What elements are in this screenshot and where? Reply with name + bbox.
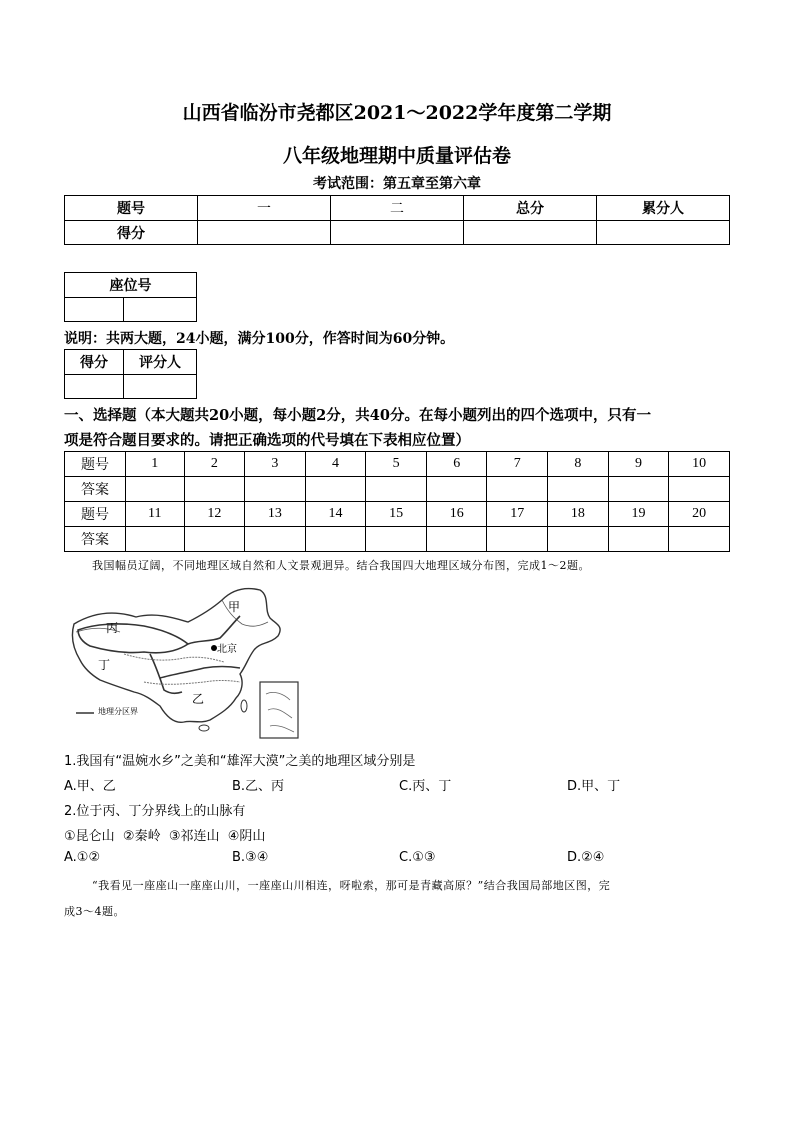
seat-cell-1[interactable] [65, 298, 124, 322]
intro-q3-4-line1: “我看见一座座山一座座山川，一座座山川相连，呀啦索，那可是青藏高原？”结合我国局部地区图，完 [92, 879, 611, 892]
answer-q-label: 题号 [65, 452, 126, 477]
question-2-items: ①昆仑山 ②秦岭 ③祁连山 ④阴山 [64, 829, 266, 844]
grader-table [64, 349, 197, 399]
answer-row-numbers-1 [65, 452, 730, 477]
answer-cell[interactable] [426, 477, 487, 502]
seat-cell-2[interactable] [124, 298, 197, 322]
q-num-10: 10 [669, 452, 730, 477]
map-label-bing: 丙 [106, 621, 119, 635]
answer-cell[interactable] [426, 527, 487, 552]
map-label-yi: 乙 [192, 692, 205, 706]
q-num-16: 16 [426, 502, 487, 527]
answer-cell[interactable] [366, 527, 427, 552]
q-num-7: 7 [487, 452, 548, 477]
section1-heading-line1: 一、选择题（本大题共20小题，每小题2分，共40分。在每小题列出的四个选项中，只有一 [64, 407, 651, 424]
q-num-5: 5 [366, 452, 427, 477]
score-cell-part1[interactable] [198, 221, 331, 245]
answer-row-numbers-2 [65, 502, 730, 527]
answer-row-answers-2 [65, 527, 730, 552]
grader-score-cell[interactable] [65, 375, 124, 399]
instructions: 说明：共两大题，24小题，满分100分，作答时间为60分钟。 [64, 331, 455, 347]
answer-cell[interactable] [608, 527, 669, 552]
question-1-stem: 1.我国有“温婉水乡”之美和“雄浑大漠”之美的地理区域分别是 [64, 754, 416, 769]
grader-name-label: 评分人 [124, 350, 197, 375]
answer-cell[interactable] [548, 477, 609, 502]
question-1-option-d[interactable]: D.甲、丁 [567, 779, 621, 794]
map-label-ding: 丁 [98, 658, 111, 672]
score-header-part2: 二 [331, 196, 464, 221]
score-cell-grader[interactable] [597, 221, 730, 245]
map-label-beijing: 北京 [217, 644, 237, 655]
exam-title: 山西省临汾市尧都区2021～2022学年度第二学期 [182, 102, 612, 124]
q-num-15: 15 [366, 502, 427, 527]
answer-cell[interactable] [548, 527, 609, 552]
answer-cell[interactable] [669, 527, 730, 552]
answer-cell[interactable] [126, 527, 185, 552]
q-num-9: 9 [608, 452, 669, 477]
answer-cell[interactable] [487, 477, 548, 502]
answer-cell[interactable] [305, 477, 366, 502]
q-num-17: 17 [487, 502, 548, 527]
answer-q-label: 题号 [65, 502, 126, 527]
intro-q3-4-line2: 成3～4题。 [64, 905, 125, 918]
q-num-3: 3 [245, 452, 306, 477]
score-header-number: 题号 [65, 196, 198, 221]
q-num-4: 4 [305, 452, 366, 477]
q-num-20: 20 [669, 502, 730, 527]
seat-table [64, 272, 197, 322]
q-num-1: 1 [126, 452, 185, 477]
answer-cell[interactable] [366, 477, 427, 502]
q-num-12: 12 [184, 502, 245, 527]
q-num-13: 13 [245, 502, 306, 527]
score-header-part1: 一 [198, 196, 331, 221]
exam-scope: 考试范围：第五章至第六章 [313, 176, 481, 192]
answer-table [64, 451, 730, 552]
grader-score-label: 得分 [65, 350, 124, 375]
answer-a-label: 答案 [65, 527, 126, 552]
score-row-label: 得分 [65, 221, 198, 245]
section1-heading-line2: 项是符合题目要求的。请把正确选项的代号填在下表相应位置） [64, 432, 470, 449]
answer-cell[interactable] [126, 477, 185, 502]
question-2-option-b[interactable]: B.③④ [232, 850, 269, 865]
q-num-8: 8 [548, 452, 609, 477]
q-num-14: 14 [305, 502, 366, 527]
answer-a-label: 答案 [65, 477, 126, 502]
question-2-option-d[interactable]: D.②④ [567, 850, 605, 865]
map-label-jia: 甲 [228, 600, 241, 614]
question-2-option-c[interactable]: C.①③ [399, 850, 436, 865]
question-1-option-c[interactable]: C.丙、丁 [399, 779, 452, 794]
question-2-option-a[interactable]: A.①② [64, 850, 101, 865]
q-num-6: 6 [426, 452, 487, 477]
answer-cell[interactable] [184, 527, 245, 552]
china-regions-map [64, 582, 304, 742]
q-num-11: 11 [126, 502, 185, 527]
question-1-option-b[interactable]: B.乙、丙 [232, 779, 285, 794]
score-header-grader: 累分人 [597, 196, 730, 221]
answer-cell[interactable] [305, 527, 366, 552]
answer-cell[interactable] [669, 477, 730, 502]
q-num-2: 2 [184, 452, 245, 477]
answer-row-answers-1 [65, 477, 730, 502]
answer-cell[interactable] [245, 527, 306, 552]
grader-name-cell[interactable] [124, 375, 197, 399]
seat-label: 座位号 [65, 273, 197, 298]
score-cell-total[interactable] [464, 221, 597, 245]
answer-cell[interactable] [608, 477, 669, 502]
score-cell-part2[interactable] [331, 221, 464, 245]
answer-cell[interactable] [245, 477, 306, 502]
score-header-total: 总分 [464, 196, 597, 221]
intro-q1-2: 我国幅员辽阔，不同地理区域自然和人文景观迥异。结合我国四大地理区域分布图，完成1～2题。 [92, 559, 590, 572]
score-table [64, 195, 730, 245]
exam-subtitle: 八年级地理期中质量评估卷 [282, 145, 511, 167]
q-num-19: 19 [608, 502, 669, 527]
answer-cell[interactable] [487, 527, 548, 552]
map-legend-text: 地理分区界 [98, 707, 138, 716]
question-2-stem: 2.位于丙、丁分界线上的山脉有 [64, 804, 246, 819]
question-1-option-a[interactable]: A.甲、乙 [64, 779, 116, 794]
q-num-18: 18 [548, 502, 609, 527]
answer-cell[interactable] [184, 477, 245, 502]
